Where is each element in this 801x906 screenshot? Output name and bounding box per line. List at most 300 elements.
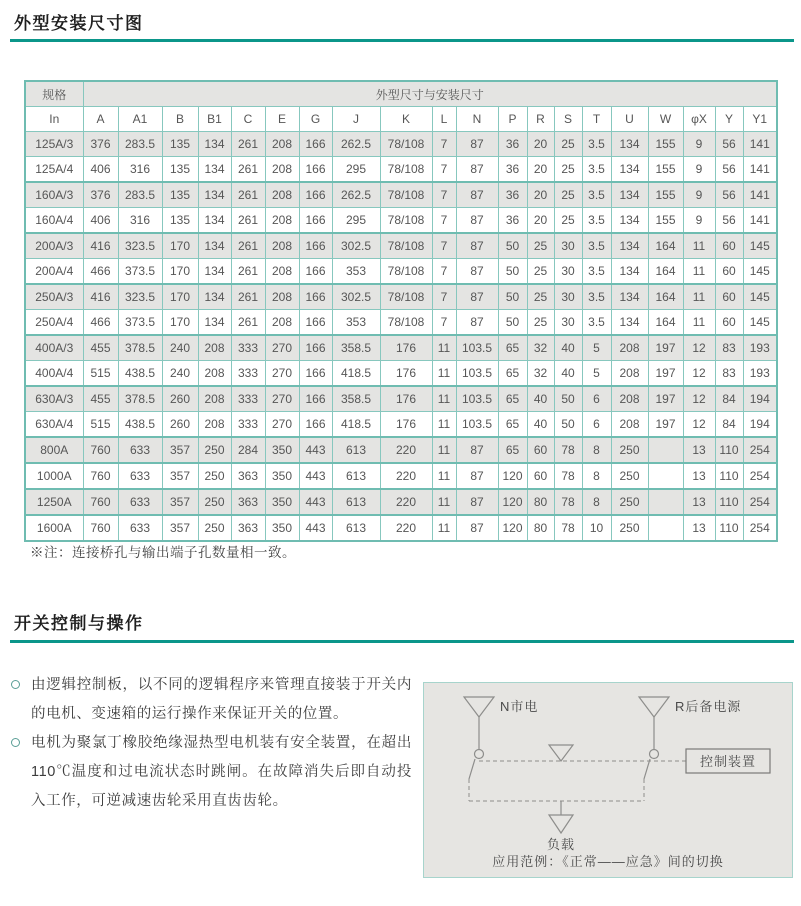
dimension-cell: 135 (162, 208, 198, 234)
dimension-cell: 78 (554, 489, 582, 515)
dimension-cell: 134 (611, 208, 648, 234)
dimension-cell: 283.5 (118, 132, 162, 157)
dimension-column-header: L (432, 107, 456, 132)
dimension-cell: 455 (83, 335, 118, 361)
dimension-cell: 760 (83, 463, 118, 489)
dimension-cell: 3.5 (582, 233, 611, 259)
changeover-icon (549, 745, 573, 761)
dimension-cell: 103.5 (456, 335, 498, 361)
dimension-cell: 40 (527, 386, 554, 412)
dimension-cell: 166 (299, 182, 332, 208)
diagram-caption: 应用范例：《正常——应急》间的切换 (492, 854, 724, 869)
spec-column-header: 规格 (25, 81, 83, 107)
dimension-cell: 197 (648, 361, 683, 387)
dimension-cell: 78/108 (380, 284, 432, 310)
dimension-cell: 134 (198, 182, 231, 208)
dimension-cell: 261 (231, 208, 265, 234)
dimension-cell: 3.5 (582, 259, 611, 285)
dimension-cell: 613 (332, 515, 380, 541)
dimension-cell: 78/108 (380, 208, 432, 234)
dimension-cell: 20 (527, 208, 554, 234)
dimension-cell: 87 (456, 233, 498, 259)
dimension-column-header: U (611, 107, 648, 132)
dimension-cell: 250 (198, 437, 231, 463)
table-row (25, 489, 777, 515)
dimension-cell: 87 (456, 437, 498, 463)
dimension-cell: 7 (432, 208, 456, 234)
dimension-cell: 250 (611, 515, 648, 541)
dimension-cell: 166 (299, 361, 332, 387)
dimension-cell: 12 (683, 412, 715, 438)
dimension-cell: 193 (743, 335, 777, 361)
dimension-cell: 208 (198, 361, 231, 387)
dimension-cell: 208 (611, 335, 648, 361)
dimension-cell: 32 (527, 335, 554, 361)
dimension-cell: 56 (715, 182, 743, 208)
spec-cell: 250A/3 (25, 284, 83, 310)
dimension-cell: 164 (648, 310, 683, 336)
dimension-cell: 164 (648, 233, 683, 259)
dimension-cell: 30 (554, 233, 582, 259)
table-row (25, 310, 777, 336)
dimension-cell: 134 (611, 284, 648, 310)
dimension-cell: 357 (162, 489, 198, 515)
dimension-cell: 357 (162, 463, 198, 489)
dimension-cell: 240 (162, 335, 198, 361)
dimension-cell: 7 (432, 157, 456, 183)
dimension-cell: 254 (743, 463, 777, 489)
dimension-cell (648, 515, 683, 541)
dimension-cell: 295 (332, 157, 380, 183)
page-title-control: 开关控制与操作 (14, 614, 144, 633)
dimension-cell: 87 (456, 208, 498, 234)
dimension-cell: 87 (456, 463, 498, 489)
table-row (25, 157, 777, 183)
dimension-cell: 60 (527, 437, 554, 463)
dimension-cell: 261 (231, 132, 265, 157)
table-row (25, 412, 777, 438)
dimension-cell: 302.5 (332, 233, 380, 259)
dimension-cell: 262.5 (332, 182, 380, 208)
dimension-cell: 56 (715, 132, 743, 157)
table-row (25, 182, 777, 208)
dimension-cell: 197 (648, 412, 683, 438)
dimension-cell: 25 (527, 284, 554, 310)
backup-source-icon (639, 697, 669, 717)
dimension-cell: 176 (380, 412, 432, 438)
dimension-cell: 5 (582, 335, 611, 361)
dimension-cell: 40 (527, 412, 554, 438)
dimension-cell: 11 (683, 284, 715, 310)
dimension-cell: 25 (554, 157, 582, 183)
dimension-cell: 443 (299, 437, 332, 463)
bullet-text: 电机为聚氯丁橡胶绝缘湿热型电机装有安全装置，在超出110℃温度和过电流状态时跳闸。在故障消失后即自动投入工作，可逆减速齿轮采用直齿齿轮。 (31, 735, 412, 809)
dimension-cell: 11 (683, 233, 715, 259)
dimension-cell: 103.5 (456, 386, 498, 412)
dimension-cell: 78/108 (380, 132, 432, 157)
dimension-cell: 358.5 (332, 386, 380, 412)
dimension-cell: 208 (265, 233, 299, 259)
dimension-cell: 50 (498, 233, 527, 259)
dimension-cell: 87 (456, 284, 498, 310)
dimension-cell: 760 (83, 515, 118, 541)
dimension-cell: 12 (683, 335, 715, 361)
table-row (25, 259, 777, 285)
spec-cell: 630A/4 (25, 412, 83, 438)
page-title-dimensions: 外型安装尺寸图 (14, 14, 144, 33)
dimension-cell: 220 (380, 515, 432, 541)
dimension-cell: 357 (162, 437, 198, 463)
dimension-cell: 208 (265, 208, 299, 234)
dimension-cell: 270 (265, 412, 299, 438)
dimension-cell: 11 (683, 310, 715, 336)
dimension-cell: 166 (299, 284, 332, 310)
dimension-cell: 78/108 (380, 157, 432, 183)
dimension-cell: 78/108 (380, 310, 432, 336)
dimension-cell: 36 (498, 157, 527, 183)
dimension-cell: 166 (299, 412, 332, 438)
dimension-column-header: P (498, 107, 527, 132)
dimension-cell: 13 (683, 489, 715, 515)
dimension-cell: 60 (715, 233, 743, 259)
dimension-cell: 155 (648, 182, 683, 208)
dimension-cell: 443 (299, 489, 332, 515)
dimension-cell: 166 (299, 208, 332, 234)
dimension-cell: 378.5 (118, 335, 162, 361)
dimension-cell: 9 (683, 208, 715, 234)
dimension-column-header: Y1 (743, 107, 777, 132)
dimension-cell: 65 (498, 361, 527, 387)
dimension-cell: 270 (265, 335, 299, 361)
dimension-cell: 260 (162, 386, 198, 412)
dimension-cell: 283.5 (118, 182, 162, 208)
dimension-cell: 250 (198, 489, 231, 515)
dimension-cell: 145 (743, 233, 777, 259)
dimension-cell: 87 (456, 182, 498, 208)
dimension-cell: 176 (380, 361, 432, 387)
dimension-cell: 166 (299, 386, 332, 412)
dimension-cell: 110 (715, 437, 743, 463)
dimension-column-header: C (231, 107, 265, 132)
dimension-cell: 455 (83, 386, 118, 412)
dimension-cell: 87 (456, 489, 498, 515)
dimension-cell: 20 (527, 132, 554, 157)
dimension-cell: 40 (554, 361, 582, 387)
dimension-cell: 353 (332, 310, 380, 336)
dimension-cell: 295 (332, 208, 380, 234)
dimension-cell: 110 (715, 489, 743, 515)
dimension-cell: 270 (265, 386, 299, 412)
dimension-cell: 8 (582, 489, 611, 515)
dimension-cell: 350 (265, 463, 299, 489)
backup-label: R后备电源 (675, 699, 742, 714)
switch-blade-icon (644, 759, 650, 779)
spec-cell: 400A/3 (25, 335, 83, 361)
dimension-cell: 333 (231, 386, 265, 412)
circle-bullet-icon (11, 680, 20, 689)
dimension-cell: 87 (456, 132, 498, 157)
dimension-cell: 11 (683, 259, 715, 285)
dimension-cell: 166 (299, 310, 332, 336)
contact-icon (650, 750, 659, 759)
dimension-cell: 350 (265, 489, 299, 515)
dimension-cell: 20 (527, 182, 554, 208)
mains-source-icon (464, 697, 494, 717)
dimension-cell: 3.5 (582, 157, 611, 183)
dimension-cell: 250 (611, 489, 648, 515)
dimension-cell: 78 (554, 437, 582, 463)
dimension-cell: 120 (498, 515, 527, 541)
table-row (25, 335, 777, 361)
dimension-cell: 36 (498, 182, 527, 208)
dimension-cell: 11 (432, 437, 456, 463)
section-divider (10, 640, 794, 643)
spec-cell: 125A/3 (25, 132, 83, 157)
dimension-cell: 438.5 (118, 412, 162, 438)
dimension-cell: 25 (554, 182, 582, 208)
dimension-cell: 11 (432, 463, 456, 489)
dimension-cell: 406 (83, 208, 118, 234)
dimension-cell: 254 (743, 489, 777, 515)
dimension-cell: 350 (265, 515, 299, 541)
dimension-cell: 56 (715, 208, 743, 234)
dimension-cell: 12 (683, 386, 715, 412)
dimension-column-header: G (299, 107, 332, 132)
table-row (25, 437, 777, 463)
dimension-cell: 9 (683, 157, 715, 183)
dimension-cell: 134 (198, 310, 231, 336)
dimension-column-header: A (83, 107, 118, 132)
table-row (25, 233, 777, 259)
dimension-cell: 376 (83, 182, 118, 208)
dimension-cell: 141 (743, 182, 777, 208)
dimension-cell: 254 (743, 437, 777, 463)
dimension-cell: 164 (648, 259, 683, 285)
dimension-cell: 103.5 (456, 361, 498, 387)
dimension-cell: 166 (299, 259, 332, 285)
dimension-cell: 250 (611, 463, 648, 489)
dimension-column-header: N (456, 107, 498, 132)
dimensions-span-header: 外型尺寸与安装尺寸 (83, 81, 777, 107)
dimension-cell: 357 (162, 515, 198, 541)
dimension-cell: 515 (83, 361, 118, 387)
dimension-cell: 3.5 (582, 132, 611, 157)
load-arrow-icon (549, 815, 573, 833)
dimension-cell: 633 (118, 515, 162, 541)
dimension-cell: 363 (231, 489, 265, 515)
dimension-cell: 9 (683, 132, 715, 157)
dimension-cell: 134 (198, 284, 231, 310)
dimension-cell: 155 (648, 132, 683, 157)
spec-cell: 200A/3 (25, 233, 83, 259)
dimension-cell: 83 (715, 335, 743, 361)
dimension-cell: 333 (231, 361, 265, 387)
dimension-cell: 350 (265, 437, 299, 463)
dimension-cell: 32 (527, 361, 554, 387)
dimension-cell: 254 (743, 515, 777, 541)
dimension-cell: 60 (715, 259, 743, 285)
load-label: 负载 (546, 837, 576, 852)
dimension-cell: 13 (683, 437, 715, 463)
dimension-cell: 78 (554, 463, 582, 489)
mains-label: N市电 (500, 699, 539, 714)
table-row (25, 463, 777, 489)
dimension-cell: 261 (231, 284, 265, 310)
dimension-cell: 56 (715, 157, 743, 183)
dimension-cell: 7 (432, 132, 456, 157)
dimension-cell: 515 (83, 412, 118, 438)
dimension-cell: 120 (498, 463, 527, 489)
spec-cell: 400A/4 (25, 361, 83, 387)
table-row (25, 132, 777, 157)
dimension-cell: 418.5 (332, 412, 380, 438)
dimension-cell: 176 (380, 386, 432, 412)
dimension-cell: 284 (231, 437, 265, 463)
dimension-cell: 134 (198, 208, 231, 234)
dimension-cell: 3.5 (582, 310, 611, 336)
dimension-cell: 3.5 (582, 208, 611, 234)
dimension-cell: 134 (611, 182, 648, 208)
dimension-cell: 50 (554, 412, 582, 438)
dimension-cell: 135 (162, 182, 198, 208)
dimension-cell: 378.5 (118, 386, 162, 412)
dimension-cell: 87 (456, 515, 498, 541)
dimension-column-header: Y (715, 107, 743, 132)
table-row (25, 386, 777, 412)
dimension-cell: 373.5 (118, 310, 162, 336)
dimension-cell: 208 (611, 412, 648, 438)
table-row (25, 284, 777, 310)
dimension-cell: 11 (432, 386, 456, 412)
dimension-cell: 83 (715, 361, 743, 387)
dimension-cell: 7 (432, 284, 456, 310)
dimension-cell: 25 (527, 233, 554, 259)
dimension-cell: 155 (648, 208, 683, 234)
dimension-cell: 3.5 (582, 284, 611, 310)
dimension-cell: 6 (582, 386, 611, 412)
dimension-cell: 11 (432, 489, 456, 515)
dimension-cell: 613 (332, 437, 380, 463)
dimension-cell: 208 (265, 132, 299, 157)
dimension-cell: 208 (265, 310, 299, 336)
dimension-cell: 633 (118, 437, 162, 463)
dimension-cell: 145 (743, 259, 777, 285)
dimension-cell: 50 (498, 310, 527, 336)
dimension-cell: 78/108 (380, 233, 432, 259)
spec-cell: 125A/4 (25, 157, 83, 183)
spec-cell: 630A/3 (25, 386, 83, 412)
dimension-cell: 134 (611, 157, 648, 183)
dimension-cell: 134 (611, 132, 648, 157)
dimension-cell: 50 (498, 259, 527, 285)
dimension-cell: 240 (162, 361, 198, 387)
dimension-cell: 65 (498, 335, 527, 361)
dimension-cell: 170 (162, 233, 198, 259)
spec-cell: 1250A (25, 489, 83, 515)
dimension-cell: 316 (118, 208, 162, 234)
spec-cell: 1000A (25, 463, 83, 489)
dimension-cell: 633 (118, 463, 162, 489)
spec-cell: 1600A (25, 515, 83, 541)
dimension-cell: 194 (743, 386, 777, 412)
dimension-cell: 7 (432, 310, 456, 336)
dimension-cell: 164 (648, 284, 683, 310)
dimension-cell: 220 (380, 437, 432, 463)
dimension-cell: 20 (527, 157, 554, 183)
dimension-cell: 110 (715, 463, 743, 489)
dimension-cell: 141 (743, 157, 777, 183)
dimension-cell: 40 (554, 335, 582, 361)
dimension-cell: 134 (611, 259, 648, 285)
dimension-cell: 134 (198, 233, 231, 259)
dimension-cell: 376 (83, 132, 118, 157)
table-header-row (25, 81, 777, 107)
dimension-column-header: φX (683, 107, 715, 132)
dimension-cell: 65 (498, 386, 527, 412)
spec-cell: 160A/3 (25, 182, 83, 208)
spec-cell: 200A/4 (25, 259, 83, 285)
spec-cell: 250A/4 (25, 310, 83, 336)
dimension-cell: 270 (265, 361, 299, 387)
dimension-cell: 250 (198, 463, 231, 489)
dimension-cell: 166 (299, 132, 332, 157)
dimension-cell: 260 (162, 412, 198, 438)
dimension-cell: 8 (582, 463, 611, 489)
dimension-cell: 60 (527, 463, 554, 489)
dimension-cell: 250 (198, 515, 231, 541)
dimension-cell: 208 (611, 361, 648, 387)
dimension-cell: 134 (198, 259, 231, 285)
dimension-column-header: R (527, 107, 554, 132)
dimension-cell: 87 (456, 157, 498, 183)
dimension-cell: 78/108 (380, 259, 432, 285)
dimension-cell: 50 (554, 386, 582, 412)
dimension-cell: 208 (265, 157, 299, 183)
dimension-cell: 6 (582, 412, 611, 438)
dimension-cell: 197 (648, 386, 683, 412)
dimension-cell: 134 (611, 233, 648, 259)
dimension-cell: 170 (162, 310, 198, 336)
dimension-cell: 170 (162, 259, 198, 285)
dimension-cell: 443 (299, 515, 332, 541)
dimension-cell: 613 (332, 463, 380, 489)
dimension-cell: 103.5 (456, 412, 498, 438)
dimension-cell: 416 (83, 233, 118, 259)
dimension-cell: 633 (118, 489, 162, 515)
current-column-header: In (25, 107, 83, 132)
dimension-cell: 10 (582, 515, 611, 541)
bullet-text: 由逻辑控制板，以不同的逻辑程序来管理直接装于开关内的电机、变速箱的运行操作来保证开关的位置。 (31, 677, 412, 722)
dimension-cell: 166 (299, 157, 332, 183)
dimension-cell: 323.5 (118, 233, 162, 259)
dimension-cell: 193 (743, 361, 777, 387)
dimension-cell: 166 (299, 335, 332, 361)
dimension-cell: 220 (380, 489, 432, 515)
dimension-cell: 194 (743, 412, 777, 438)
bullet-list (10, 671, 412, 816)
dimension-cell: 80 (527, 515, 554, 541)
dimension-cell: 208 (198, 386, 231, 412)
dimension-column-header: J (332, 107, 380, 132)
dimension-cell: 208 (198, 412, 231, 438)
dimension-cell: 134 (611, 310, 648, 336)
dimension-cell: 134 (198, 132, 231, 157)
dimension-cell: 12 (683, 361, 715, 387)
dimension-cell: 373.5 (118, 259, 162, 285)
dimension-cell: 11 (432, 361, 456, 387)
dimension-cell: 443 (299, 463, 332, 489)
application-diagram (423, 682, 793, 878)
